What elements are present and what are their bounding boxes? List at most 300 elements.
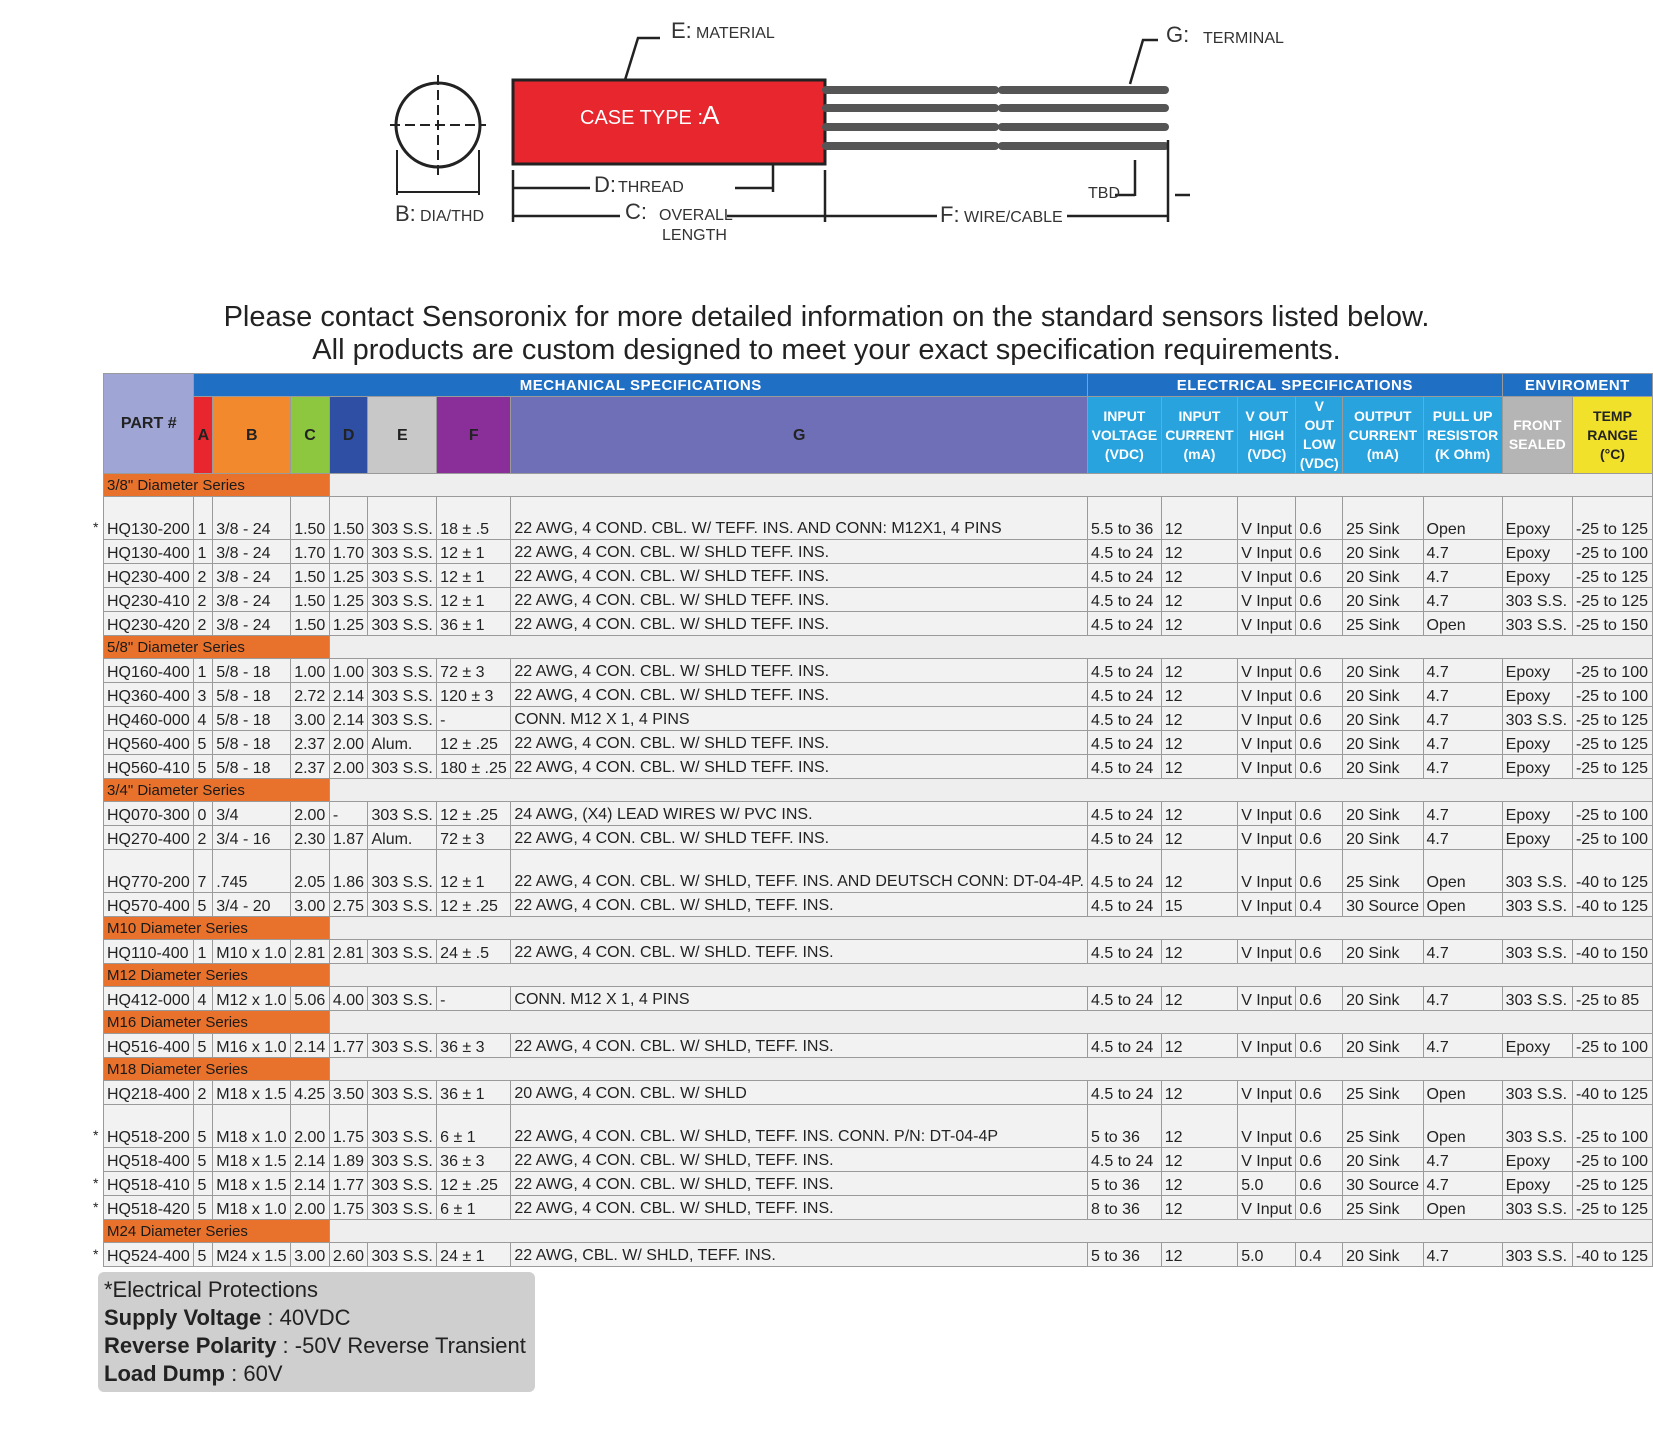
cell-oc: 20 Sink	[1343, 1034, 1423, 1058]
cell-part: HQ230-420	[104, 612, 194, 636]
header-line: TEMP	[1593, 407, 1632, 424]
cell-pu: 4.7	[1423, 540, 1502, 564]
cell-pu: 4.7	[1423, 802, 1502, 826]
cell-b: .745	[213, 850, 291, 893]
cell-ic: 12	[1161, 1105, 1237, 1148]
cell-oc: 20 Sink	[1343, 540, 1423, 564]
cell-a: 5	[194, 1172, 213, 1196]
cell-d: 1.70	[329, 540, 368, 564]
cell-b: 3/8 - 24	[213, 540, 291, 564]
cell-tr: -40 to 125	[1572, 1243, 1652, 1267]
cell-pu: 4.7	[1423, 755, 1502, 779]
cell-g: 20 AWG, 4 CON. CBL. W/ SHLD	[511, 1081, 1088, 1105]
electrical-protection-marker: *	[93, 1246, 99, 1262]
cell-e: 303 S.S.	[368, 893, 437, 917]
output-current-header	[1343, 397, 1423, 474]
cell-b: 5/8 - 18	[213, 707, 291, 731]
cell-vl: 0.6	[1296, 683, 1343, 707]
cell-c: 4.25	[291, 1081, 330, 1105]
cell-b: 3/8 - 24	[213, 612, 291, 636]
header-line: CURRENT	[1348, 426, 1418, 443]
cell-oc: 20 Sink	[1343, 731, 1423, 755]
col-a-header: A	[194, 397, 213, 474]
cell-vl: 0.6	[1296, 850, 1343, 893]
cell-vl: 0.6	[1296, 1196, 1343, 1220]
cell-f: 12 ± 1	[437, 588, 511, 612]
table-row	[104, 707, 1653, 731]
cell-ic: 15	[1161, 893, 1237, 917]
table-row	[104, 1243, 1653, 1267]
cell-iv: 4.5 to 24	[1088, 731, 1162, 755]
series-fill	[329, 1058, 1652, 1081]
cell-pu: 4.7	[1423, 731, 1502, 755]
cell-e: 303 S.S.	[368, 802, 437, 826]
cell-part: HQ518-410	[104, 1172, 194, 1196]
cell-tr: -25 to 125	[1572, 755, 1652, 779]
cell-b: 3/8 - 24	[213, 564, 291, 588]
table-row	[104, 540, 1653, 564]
cell-tr: -25 to 100	[1572, 683, 1652, 707]
col-b-header: B	[213, 397, 291, 474]
overall-label-2: LENGTH	[662, 227, 727, 244]
cell-c: 2.14	[291, 1034, 330, 1058]
cell-vh: V Input	[1238, 1196, 1296, 1220]
tbd-label: TBD	[1088, 185, 1120, 202]
header-line: RESISTOR	[1426, 426, 1499, 443]
cell-ic: 12	[1161, 707, 1237, 731]
table-row	[104, 1148, 1653, 1172]
cell-fs: 303 S.S.	[1502, 1081, 1572, 1105]
cell-g: 22 AWG, 4 CON. CBL. W/ SHLD, TEFF. INS.	[511, 1172, 1088, 1196]
cell-vl: 0.6	[1296, 1172, 1343, 1196]
cell-c: 2.14	[291, 1148, 330, 1172]
cell-e: Alum.	[368, 826, 437, 850]
cell-b: M10 x 1.0	[213, 940, 291, 964]
cell-d: 2.81	[329, 940, 368, 964]
cell-pu: 4.7	[1423, 826, 1502, 850]
cell-a: 2	[194, 1081, 213, 1105]
cell-f: 36 ± 3	[437, 1148, 511, 1172]
cell-oc: 20 Sink	[1343, 802, 1423, 826]
cell-oc: 25 Sink	[1343, 612, 1423, 636]
cell-oc: 20 Sink	[1343, 826, 1423, 850]
cell-b: 5/8 - 18	[213, 755, 291, 779]
cell-pu: Open	[1423, 1196, 1502, 1220]
cell-part: HQ218-400	[104, 1081, 194, 1105]
cell-g: 22 AWG, 4 CON. CBL. W/ SHLD, TEFF. INS.	[511, 1148, 1088, 1172]
cell-fs: Epoxy	[1502, 802, 1572, 826]
cell-ic: 12	[1161, 802, 1237, 826]
spec-table-body	[104, 474, 1653, 1267]
cell-part: HQ130-400	[104, 540, 194, 564]
cell-d: 2.14	[329, 707, 368, 731]
series-header-row	[104, 1220, 1653, 1243]
cell-b: 3/4	[213, 802, 291, 826]
cell-e: 303 S.S.	[368, 612, 437, 636]
terminal-letter: G:	[1166, 22, 1190, 47]
electrical-protections-box	[98, 1272, 535, 1392]
cell-f: 36 ± 1	[437, 612, 511, 636]
cell-pu: Open	[1423, 497, 1502, 540]
cell-iv: 4.5 to 24	[1088, 659, 1162, 683]
cell-d: 2.00	[329, 731, 368, 755]
header-line: V OUT	[1245, 407, 1289, 424]
cell-tr: -25 to 100	[1572, 802, 1652, 826]
overall-label: OVERALL	[659, 207, 733, 224]
cell-iv: 4.5 to 24	[1088, 1081, 1162, 1105]
cell-part: HQ160-400	[104, 659, 194, 683]
cell-part: HQ460-000	[104, 707, 194, 731]
table-row	[104, 1172, 1653, 1196]
cell-e: 303 S.S.	[368, 540, 437, 564]
cell-iv: 5 to 36	[1088, 1243, 1162, 1267]
cell-a: 1	[194, 540, 213, 564]
cell-b: 3/8 - 24	[213, 588, 291, 612]
cell-e: 303 S.S.	[368, 940, 437, 964]
series-label: M10 Diameter Series	[104, 917, 330, 940]
cell-ic: 12	[1161, 540, 1237, 564]
cell-e: 303 S.S.	[368, 1034, 437, 1058]
pull-up-header	[1423, 397, 1502, 474]
cell-g: 22 AWG, 4 CON. CBL. W/ SHLD TEFF. INS.	[511, 564, 1088, 588]
cell-b: 3/4 - 20	[213, 893, 291, 917]
cell-f: 18 ± .5	[437, 497, 511, 540]
cell-g: 22 AWG, 4 CON. CBL. W/ SHLD TEFF. INS.	[511, 540, 1088, 564]
series-label: M24 Diameter Series	[104, 1220, 330, 1243]
cell-tr: -40 to 125	[1572, 893, 1652, 917]
cell-b: M18 x 1.5	[213, 1081, 291, 1105]
series-header-row	[104, 636, 1653, 659]
wire-leads	[826, 90, 1165, 146]
cell-f: -	[437, 707, 511, 731]
cell-g: 22 AWG, 4 CON. CBL. W/ SHLD, TEFF. INS.	[511, 1196, 1088, 1220]
cell-part: HQ070-300	[104, 802, 194, 826]
spec-table	[103, 373, 1653, 1267]
cell-a: 5	[194, 1034, 213, 1058]
cell-b: M18 x 1.0	[213, 1196, 291, 1220]
cell-tr: -25 to 100	[1572, 826, 1652, 850]
cell-fs: Epoxy	[1502, 683, 1572, 707]
cell-ic: 12	[1161, 497, 1237, 540]
cell-e: 303 S.S.	[368, 1196, 437, 1220]
table-row	[104, 588, 1653, 612]
cell-tr: -25 to 125	[1572, 497, 1652, 540]
header-line: V OUT	[1304, 398, 1335, 433]
cell-a: 2	[194, 826, 213, 850]
cell-e: 303 S.S.	[368, 564, 437, 588]
cell-d: 2.75	[329, 893, 368, 917]
cell-part: HQ560-410	[104, 755, 194, 779]
series-fill	[329, 1011, 1652, 1034]
header-line: FRONT	[1513, 417, 1562, 433]
series-header-row	[104, 1058, 1653, 1081]
cell-a: 2	[194, 588, 213, 612]
cell-vh: 5.0	[1238, 1243, 1296, 1267]
cell-g: 22 AWG, 4 CON. CBL. W/ SHLD TEFF. INS.	[511, 659, 1088, 683]
cell-f: 72 ± 3	[437, 826, 511, 850]
table-row	[104, 1081, 1653, 1105]
cell-vh: V Input	[1238, 1105, 1296, 1148]
cell-tr: -40 to 150	[1572, 940, 1652, 964]
cell-fs: 303 S.S.	[1502, 940, 1572, 964]
environment-group-header: ENVIROMENT	[1502, 374, 1652, 397]
cell-e: 303 S.S.	[368, 1105, 437, 1148]
cell-a: 0	[194, 802, 213, 826]
cell-vl: 0.4	[1296, 1243, 1343, 1267]
cell-fs: Epoxy	[1502, 564, 1572, 588]
temp-range-header	[1572, 397, 1652, 474]
cell-d: 1.25	[329, 564, 368, 588]
cell-ic: 12	[1161, 659, 1237, 683]
cell-ic: 12	[1161, 1148, 1237, 1172]
cell-e: 303 S.S.	[368, 588, 437, 612]
cell-vl: 0.6	[1296, 1081, 1343, 1105]
cell-oc: 20 Sink	[1343, 987, 1423, 1011]
cell-tr: -25 to 125	[1572, 1196, 1652, 1220]
cell-part: HQ130-200	[104, 497, 194, 540]
table-row	[104, 731, 1653, 755]
cell-oc: 30 Source	[1343, 893, 1423, 917]
cell-b: M18 x 1.0	[213, 1105, 291, 1148]
cell-iv: 4.5 to 24	[1088, 802, 1162, 826]
cell-tr: -25 to 125	[1572, 707, 1652, 731]
cell-oc: 20 Sink	[1343, 707, 1423, 731]
cell-vl: 0.6	[1296, 1148, 1343, 1172]
table-row	[104, 1034, 1653, 1058]
cell-ic: 12	[1161, 731, 1237, 755]
cell-c: 1.70	[291, 540, 330, 564]
cell-part: HQ270-400	[104, 826, 194, 850]
cell-a: 4	[194, 707, 213, 731]
cell-part: HQ560-400	[104, 731, 194, 755]
series-label: M18 Diameter Series	[104, 1058, 330, 1081]
cell-iv: 4.5 to 24	[1088, 940, 1162, 964]
cell-part: HQ518-400	[104, 1148, 194, 1172]
dia-thd-label: DIA/THD	[420, 208, 484, 225]
thread-label: THREAD	[618, 179, 684, 196]
cell-tr: -40 to 125	[1572, 1081, 1652, 1105]
cell-oc: 20 Sink	[1343, 564, 1423, 588]
cell-a: 1	[194, 940, 213, 964]
cell-iv: 8 to 36	[1088, 1196, 1162, 1220]
series-label: 5/8" Diameter Series	[104, 636, 330, 659]
series-fill	[329, 474, 1652, 497]
sensor-dimension-diagram	[0, 0, 1653, 260]
cell-oc: 25 Sink	[1343, 1105, 1423, 1148]
cell-c: 3.00	[291, 707, 330, 731]
cell-part: HQ230-410	[104, 588, 194, 612]
table-row	[104, 826, 1653, 850]
series-header-row	[104, 474, 1653, 497]
cell-vh: V Input	[1238, 588, 1296, 612]
cell-d: 3.50	[329, 1081, 368, 1105]
cell-d: 4.00	[329, 987, 368, 1011]
cell-pu: Open	[1423, 893, 1502, 917]
cell-vl: 0.6	[1296, 802, 1343, 826]
cell-b: 5/8 - 18	[213, 659, 291, 683]
cell-vh: V Input	[1238, 802, 1296, 826]
cell-iv: 4.5 to 24	[1088, 850, 1162, 893]
cell-tr: -25 to 125	[1572, 731, 1652, 755]
header-line: (VDC)	[1104, 445, 1144, 462]
cell-fs: 303 S.S.	[1502, 612, 1572, 636]
mechanical-group-header: MECHANICAL SPECIFICATIONS	[194, 374, 1088, 397]
vout-high-header	[1238, 397, 1296, 474]
cell-vh: V Input	[1238, 1081, 1296, 1105]
cell-e: 303 S.S.	[368, 1148, 437, 1172]
cell-fs: Epoxy	[1502, 826, 1572, 850]
cell-c: 2.37	[291, 755, 330, 779]
cell-e: 303 S.S.	[368, 1243, 437, 1267]
cell-d: 1.75	[329, 1105, 368, 1148]
cell-f: 12 ± .25	[437, 893, 511, 917]
cell-fs: 303 S.S.	[1502, 1105, 1572, 1148]
cell-pu: 4.7	[1423, 588, 1502, 612]
cell-ic: 12	[1161, 850, 1237, 893]
cell-g: 22 AWG, 4 CON. CBL. W/ SHLD TEFF. INS.	[511, 588, 1088, 612]
cell-part: HQ516-400	[104, 1034, 194, 1058]
cell-c: 2.30	[291, 826, 330, 850]
cell-a: 5	[194, 1105, 213, 1148]
cell-b: 5/8 - 18	[213, 731, 291, 755]
series-label: M12 Diameter Series	[104, 964, 330, 987]
cell-oc: 20 Sink	[1343, 683, 1423, 707]
overall-letter: C:	[625, 199, 647, 224]
cell-b: M18 x 1.5	[213, 1148, 291, 1172]
cell-pu: Open	[1423, 850, 1502, 893]
cell-ic: 12	[1161, 940, 1237, 964]
cell-f: 12 ± 1	[437, 540, 511, 564]
cell-vh: V Input	[1238, 755, 1296, 779]
part-header: PART #	[104, 374, 194, 474]
cell-fs: Epoxy	[1502, 1034, 1572, 1058]
cell-tr: -40 to 125	[1572, 850, 1652, 893]
cell-g: 22 AWG, 4 CON. CBL. W/ SHLD TEFF. INS.	[511, 826, 1088, 850]
cell-iv: 4.5 to 24	[1088, 564, 1162, 588]
table-row	[104, 564, 1653, 588]
electrical-group-header: ELECTRICAL SPECIFICATIONS	[1088, 374, 1503, 397]
cell-ic: 12	[1161, 588, 1237, 612]
cell-a: 7	[194, 850, 213, 893]
cell-c: 5.06	[291, 987, 330, 1011]
header-line: (VDC)	[1247, 445, 1287, 462]
cell-d: 1.87	[329, 826, 368, 850]
cell-e: Alum.	[368, 731, 437, 755]
cell-pu: 4.7	[1423, 940, 1502, 964]
cell-pu: Open	[1423, 1105, 1502, 1148]
cell-vh: 5.0	[1238, 1172, 1296, 1196]
cell-f: 120 ± 3	[437, 683, 511, 707]
cell-vh: V Input	[1238, 1034, 1296, 1058]
table-row	[104, 940, 1653, 964]
cell-ic: 12	[1161, 683, 1237, 707]
table-row	[104, 1105, 1653, 1148]
cell-b: M18 x 1.5	[213, 1172, 291, 1196]
cell-d: 1.25	[329, 612, 368, 636]
cell-a: 5	[194, 893, 213, 917]
cell-pu: 4.7	[1423, 707, 1502, 731]
col-g-header: G	[511, 397, 1088, 474]
cell-fs: Epoxy	[1502, 497, 1572, 540]
table-row	[104, 850, 1653, 893]
header-line: (mA)	[1366, 445, 1399, 462]
cell-oc: 20 Sink	[1343, 755, 1423, 779]
cell-c: 2.00	[291, 1105, 330, 1148]
cell-vh: V Input	[1238, 497, 1296, 540]
cell-tr: -25 to 100	[1572, 1148, 1652, 1172]
series-header-row	[104, 964, 1653, 987]
cell-g: 24 AWG, (X4) LEAD WIRES W/ PVC INS.	[511, 802, 1088, 826]
material-label: MATERIAL	[696, 25, 775, 42]
header-line: SEALED	[1508, 436, 1566, 452]
electrical-protection-marker: *	[93, 1175, 99, 1191]
dia-thd-letter: B:	[395, 201, 416, 226]
cell-vh: V Input	[1238, 707, 1296, 731]
cell-f: 12 ± .25	[437, 802, 511, 826]
cell-fs: 303 S.S.	[1502, 850, 1572, 893]
col-e-header: E	[368, 397, 437, 474]
cell-d: -	[329, 802, 368, 826]
cell-g: 22 AWG, 4 CON. CBL. W/ SHLD, TEFF. INS.	[511, 1034, 1088, 1058]
cell-e: 303 S.S.	[368, 1172, 437, 1196]
cell-c: 3.00	[291, 1243, 330, 1267]
cell-iv: 5.5 to 36	[1088, 497, 1162, 540]
cell-vh: V Input	[1238, 564, 1296, 588]
case-type-label: CASE TYPE :	[580, 107, 704, 129]
cell-f: -	[437, 987, 511, 1011]
cell-e: 303 S.S.	[368, 850, 437, 893]
cell-e: 303 S.S.	[368, 683, 437, 707]
cell-vl: 0.6	[1296, 707, 1343, 731]
cell-fs: 303 S.S.	[1502, 707, 1572, 731]
cell-fs: 303 S.S.	[1502, 1243, 1572, 1267]
series-fill	[329, 917, 1652, 940]
cell-pu: Open	[1423, 1081, 1502, 1105]
cell-c: 3.00	[291, 893, 330, 917]
vout-low-header	[1296, 397, 1343, 474]
cell-f: 36 ± 3	[437, 1034, 511, 1058]
cell-f: 24 ± 1	[437, 1243, 511, 1267]
cell-pu: 4.7	[1423, 1172, 1502, 1196]
cell-vl: 0.6	[1296, 755, 1343, 779]
cell-part: HQ570-400	[104, 893, 194, 917]
cell-vl: 0.6	[1296, 540, 1343, 564]
cell-g: 22 AWG, 4 CON. CBL. W/ SHLD TEFF. INS.	[511, 612, 1088, 636]
cell-iv: 4.5 to 24	[1088, 826, 1162, 850]
cell-iv: 4.5 to 24	[1088, 540, 1162, 564]
cell-oc: 25 Sink	[1343, 1196, 1423, 1220]
cell-b: 3/8 - 24	[213, 497, 291, 540]
cell-c: 1.50	[291, 588, 330, 612]
cell-vh: V Input	[1238, 850, 1296, 893]
case-type-letter: A	[702, 100, 720, 130]
cell-fs: Epoxy	[1502, 1172, 1572, 1196]
cell-pu: 4.7	[1423, 564, 1502, 588]
header-line: (K Ohm)	[1434, 445, 1491, 462]
table-row	[104, 497, 1653, 540]
cell-ic: 12	[1161, 1243, 1237, 1267]
cell-ic: 12	[1161, 987, 1237, 1011]
cell-ic: 12	[1161, 1172, 1237, 1196]
cell-f: 12 ± 1	[437, 850, 511, 893]
cell-ic: 12	[1161, 612, 1237, 636]
cell-iv: 4.5 to 24	[1088, 893, 1162, 917]
cell-fs: Epoxy	[1502, 659, 1572, 683]
cell-c: 1.50	[291, 612, 330, 636]
cell-e: 303 S.S.	[368, 987, 437, 1011]
cell-a: 1	[194, 659, 213, 683]
cell-vl: 0.6	[1296, 731, 1343, 755]
